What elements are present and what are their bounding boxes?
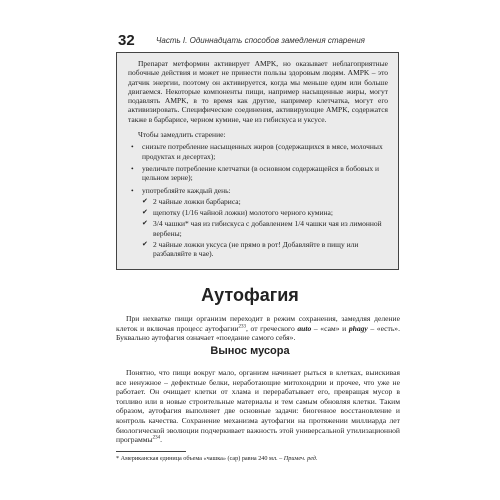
term-phagy: phagy (348, 323, 368, 333)
check-text: 3/4 чашки* чая из гибискуса с добавлением 1/4 чашки чая из лимонной вербены; (153, 219, 382, 238)
bullet-item (128, 186, 388, 259)
check-item (142, 219, 388, 238)
footnote-note: Примеч. ред. (283, 455, 318, 462)
bullet-icon: • (131, 163, 134, 173)
check-item (142, 240, 388, 259)
subsection-paragraph (116, 368, 400, 445)
sidebar-box (116, 52, 399, 270)
section-heading: Аутофагия (201, 285, 299, 305)
text-run: , от греческого (246, 323, 298, 333)
box-lead: Чтобы замедлить старение: (138, 130, 226, 140)
citation-ref: 234 (152, 435, 161, 441)
check-text: щепотку (1/16 чайной ложки) молотого черного кумина; (153, 208, 333, 218)
checkmark-icon: ✔ (142, 219, 148, 228)
text-run: – «есть». Буквально аутофагия означает «поедание самого себя». (116, 323, 400, 343)
page-number: 32 (118, 32, 135, 49)
footnote-divider (116, 451, 186, 452)
checkmark-icon: ✔ (142, 240, 148, 249)
check-item (142, 208, 388, 217)
check-item (142, 197, 388, 206)
bullet-text: увеличьте потребление клетчатки (в основном содержащейся в бобовых и цельном зерне); (142, 163, 380, 183)
term-auto: auto (297, 323, 312, 333)
box-paragraph: Препарат метформин активирует AMPK, но оказывает неблагоприятные побочные действия и может не принести пользы здоровым людям. AMPK – это датчик энергии, поэтому он активируется, когда мы меньше едим или больше двигаемся. Некоторые компоненты пищи, например насыщенные жиры, могут подавлять AMPK, в то время как другие, например клетчатка, могут его активизировать. Специфические соединения, активирующие AMPK, содержатся также в барбарисе, черном кумине, чае из гибискуса и уксусе. (128, 59, 388, 124)
bullet-text: снизьте потребление насыщенных жиров (содержащихся в мясе, молочных продуктах и десертах); (142, 142, 383, 161)
bullet-icon: • (131, 185, 134, 195)
text-run: – «сам» и (311, 323, 349, 333)
bullet-item (128, 164, 388, 183)
citation-ref: 233 (238, 324, 246, 330)
section-paragraph (116, 314, 400, 343)
text-run: . (160, 435, 163, 445)
checkmark-icon: ✔ (142, 196, 148, 205)
text-run: При нехватке пищи организм переходит в режим сохранения, замедляя деление клеток и включая процесс аутофагии (116, 314, 400, 333)
check-list (142, 197, 388, 259)
footnote-text: * Американская единица объема «чашка» (сар) равна 240 мл. – (116, 455, 283, 462)
text-run: Понятно, что пищи вокруг мало, организм начинает рыться в клетках, выискивая все ненужное – дефектные белки, неработающие митохондрии и прочее, что уже не работает. Он очищает клетки от хлама и перерабатывает его, превращая мусор в топливо или в новые строительные материалы и тем самым обновляя клетки. Таким образом, аутофагия выполняет две основные задачи: биогенное восстановление и контроль качества. Сохранение механизма аутофагии на протяжении миллиарда лет биологической эволюции подчеркивает важность этой универсальной утилизационной программы (116, 368, 400, 445)
check-text: 2 чайные ложки барбариса; (153, 196, 241, 206)
footnote (116, 455, 400, 463)
bullet-icon: • (131, 142, 134, 152)
checkmark-icon: ✔ (142, 208, 148, 217)
bullet-item (128, 142, 388, 161)
page-header (118, 32, 418, 50)
bullet-text: употребляйте каждый день: (142, 185, 231, 195)
subsection-heading: Вынос мусора (210, 345, 290, 357)
running-title: Часть I. Одиннадцать способов замедления старения (156, 36, 365, 45)
check-text: 2 чайные ложки уксуса (не прямо в рот! Добавляйте в пищу или разбавляйте в чае). (153, 240, 359, 259)
